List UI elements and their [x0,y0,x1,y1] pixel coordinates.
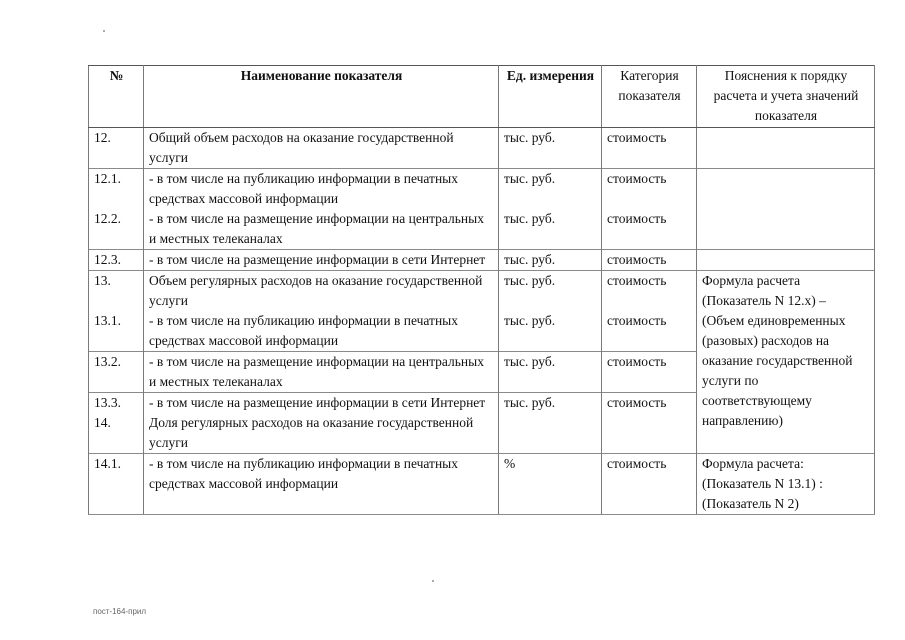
row-number: 12.1. [89,169,144,210]
row-name: - в том числе на размещение информации в сети Интернет [144,250,499,271]
table-row [89,209,875,250]
row-number: 14. [89,413,144,454]
row-unit: тыс. руб. [499,271,602,312]
row-name: - в том числе на публикацию информации в печатных средствах массовой информации [144,311,499,352]
scan-speck [103,30,105,32]
row-explanation [697,128,875,169]
row-unit: тыс. руб. [499,393,602,414]
row-category: стоимость [602,250,697,271]
row-explanation [697,209,875,250]
table-row [89,250,875,271]
footer-filename: пост-164-прил [93,607,147,616]
row-number: 13.1. [89,311,144,352]
row-name: - в том числе на размещение информации на центральных и местных телеканалах [144,209,499,250]
row-category: стоимость [602,311,697,352]
row-number: 14.1. [89,454,144,515]
row-category: стоимость [602,169,697,210]
row-unit: % [499,454,602,515]
row-name: Доля регулярных расходов на оказание государственной услуги [144,413,499,454]
header-name: Наименование показателя [144,66,499,128]
row-number: 13.3. [89,393,144,414]
table-row [89,169,875,210]
table-row [89,271,875,312]
row-category: стоимость [602,352,697,393]
row-category: стоимость [602,454,697,515]
row-explanation: Формула расчета (Показатель N 12.x) – (Объем единовременных (разовых) расходов на оказание государственной услуги по соответствующему направлению) [697,271,875,454]
row-category: стоимость [602,271,697,312]
row-unit: тыс. руб. [499,169,602,210]
row-name: Объем регулярных расходов на оказание государственной услуги [144,271,499,312]
row-category: стоимость [602,393,697,414]
header-category: Категория показателя [602,66,697,128]
table-row [89,454,875,515]
row-number: 12.2. [89,209,144,250]
row-unit: тыс. руб. [499,311,602,352]
row-name: Общий объем расходов на оказание государственной услуги [144,128,499,169]
indicators-table [88,65,875,515]
row-number: 12. [89,128,144,169]
header-unit: Ед. измерения [499,66,602,128]
row-explanation: Формула расчета: (Показатель N 13.1) : (Показатель N 2) [697,454,875,515]
scan-speck [432,580,434,582]
row-unit: тыс. руб. [499,209,602,250]
row-number: 12.3. [89,250,144,271]
table-row [89,128,875,169]
row-unit: тыс. руб. [499,352,602,393]
header-explanation: Пояснения к порядку расчета и учета значений показателя [697,66,875,128]
row-number: 13.2. [89,352,144,393]
row-unit [499,413,602,454]
row-explanation [697,250,875,271]
row-category: стоимость [602,209,697,250]
row-explanation [697,169,875,210]
header-number: № [89,66,144,128]
row-name: - в том числе на публикацию информации в печатных средствах массовой информации [144,169,499,210]
row-name: - в том числе на размещение информации в сети Интернет [144,393,499,414]
row-category: стоимость [602,128,697,169]
row-category [602,413,697,454]
row-name: - в том числе на публикацию информации в печатных средствах массовой информации [144,454,499,515]
row-number: 13. [89,271,144,312]
row-unit: тыс. руб. [499,128,602,169]
header-row [89,66,875,128]
row-unit: тыс. руб. [499,250,602,271]
row-name: - в том числе на размещение информации на центральных и местных телеканалах [144,352,499,393]
